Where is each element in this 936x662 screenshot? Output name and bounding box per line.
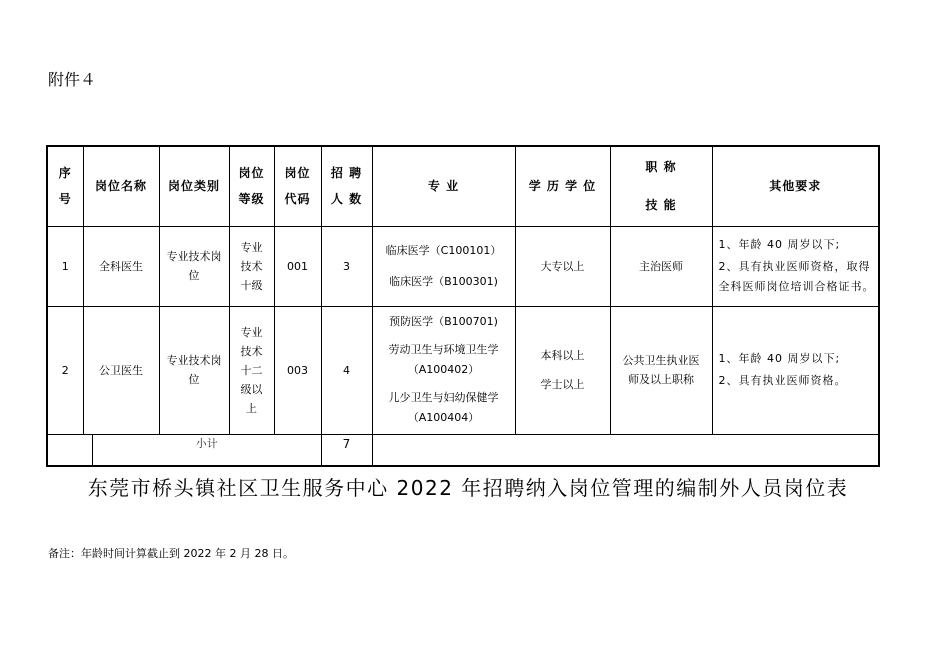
header-row: [47, 146, 879, 226]
footnote: 备注：年龄时间计算截止到 2022 年 2 月 28 日。: [48, 547, 294, 560]
subtotal-value: 7: [321, 434, 372, 466]
cell-title-skill: 公共卫生执业医师及以上职称: [610, 306, 712, 434]
cell-seq: 2: [47, 306, 83, 434]
cell-position-name: 公卫医生: [83, 306, 159, 434]
subtotal-empty: [372, 434, 879, 466]
cell-code: 001: [274, 226, 321, 306]
header-education: 学 历 学 位: [515, 146, 610, 226]
cell-major: 临床医学（C100101） 临床医学（B100301): [372, 226, 515, 306]
header-other: 其他要求: [712, 146, 879, 226]
header-position-type: 岗位类别: [159, 146, 229, 226]
header-level: 岗位 等级: [229, 146, 274, 226]
table-row: [47, 226, 879, 306]
document-title: 东莞市桥头镇社区卫生服务中心 2022 年招聘纳入岗位管理的编制外人员岗位表: [87, 476, 849, 500]
cell-other: 1、年龄 40 周岁以下; 2、具有执业医师资格，取得全科医师岗位培训合格证书。: [712, 226, 879, 306]
cell-position-type: 专业技术岗位: [159, 306, 229, 434]
header-position-name: 岗位名称: [83, 146, 159, 226]
cell-education: 本科以上 学士以上: [515, 306, 610, 434]
subtotal-label-cell: [47, 434, 321, 466]
header-count: 招 聘 人 数: [321, 146, 372, 226]
header-code: 岗位 代码: [274, 146, 321, 226]
cell-other: 1、年龄 40 周岁以下; 2、具有执业医师资格。: [712, 306, 879, 434]
cell-position-name: 全科医生: [83, 226, 159, 306]
subtotal-row: [47, 434, 879, 466]
cell-education: 大专以上: [515, 226, 610, 306]
cell-code: 003: [274, 306, 321, 434]
cell-level: 专业 技术 十二 级以 上: [229, 306, 274, 434]
table-row: [47, 306, 879, 434]
header-major: 专 业: [372, 146, 515, 226]
header-seq: 序 号: [47, 146, 83, 226]
attachment-label: 附件４: [48, 70, 97, 89]
cell-level: 专业 技术 十级: [229, 226, 274, 306]
positions-table: [46, 145, 880, 467]
subtotal-label: 小计: [195, 436, 218, 450]
cell-major: 预防医学（B100701) 劳动卫生与环境卫生学 （A100402） 儿少卫生与妇幼保健学 （A100404）: [372, 306, 515, 434]
cell-count: 4: [321, 306, 372, 434]
cell-position-type: 专业技术岗位: [159, 226, 229, 306]
cell-title-skill: 主治医师: [610, 226, 712, 306]
header-title-skill: 职 称 技 能: [610, 146, 712, 226]
cell-seq: 1: [47, 226, 83, 306]
cell-count: 3: [321, 226, 372, 306]
